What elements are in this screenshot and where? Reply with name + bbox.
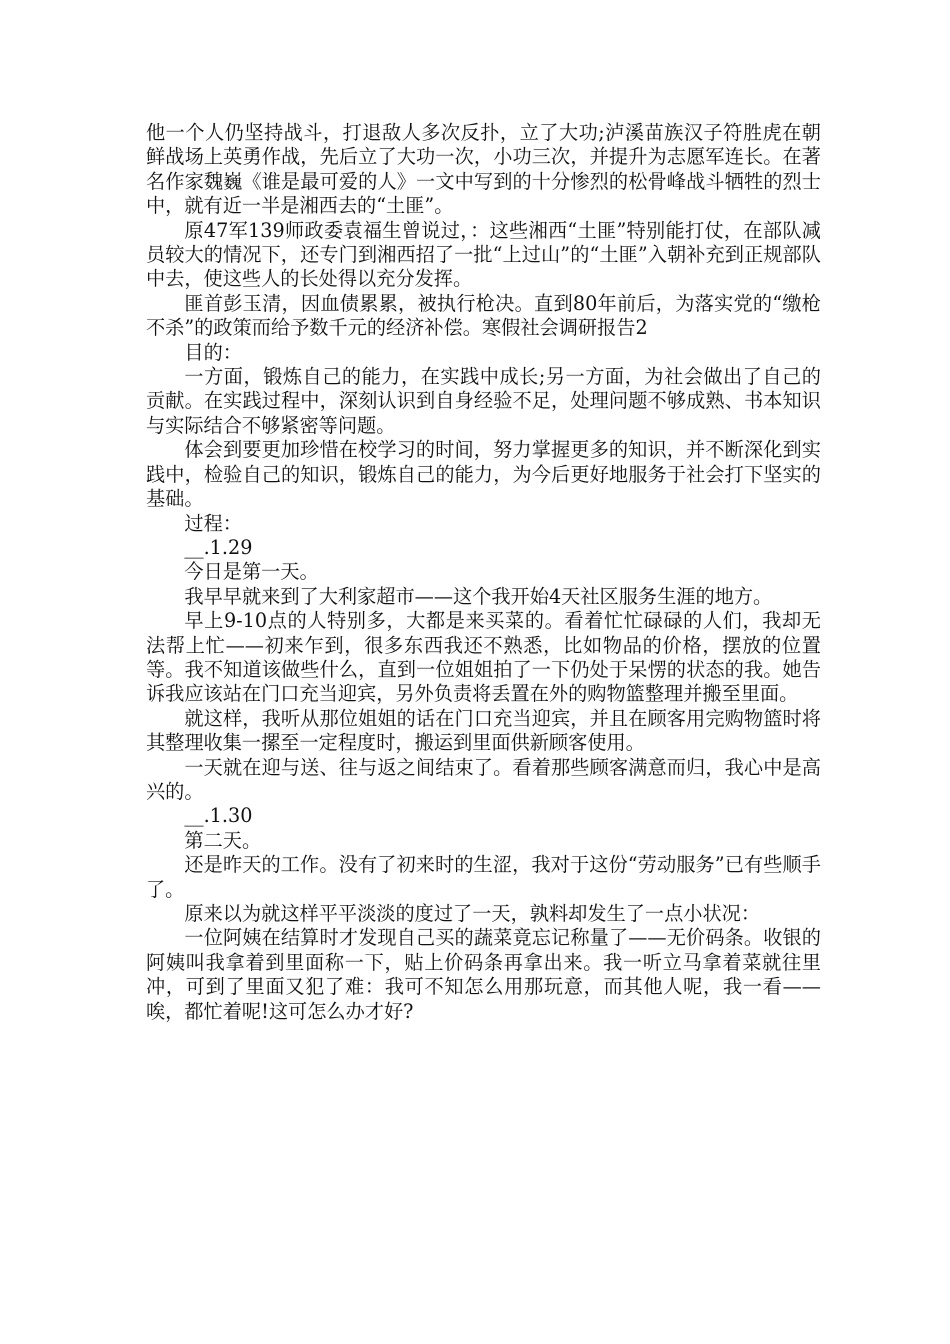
paragraph-18: 一位阿姨在结算时才发现自己买的蔬菜竟忘记称量了——无价码条。收银的阿姨叫我拿着到里面称一下，贴上价码条再拿出来。我一听立马拿着菜就往里冲，可到了里面又犯了难：我可不知怎么用那玩意，而其他人呢，我一看——唉，都忙着呢!这可怎么办才好? [146,926,821,1023]
paragraph-6: 体会到要更加珍惜在校学习的时间，努力掌握更多的知识，并不断深化到实践中，检验自己的知识，锻炼自己的能力，为今后更好地服务于社会打下坚实的基础。 [146,438,821,511]
paragraph-7: 过程： [184,511,242,535]
paragraph-2: 原47军139师政委袁福生曾说过，：这些湘西“土匪”特别能打仗，在部队减员较大的情况下，还专门到湘西招了一批“上过山”的“土匪”入朝补充到正规部队中去，使这些人的长处得以充分发挥。 [146,218,821,291]
document-body [146,121,821,1024]
paragraph-11: 早上9-10点的人特别多，大都是来买菜的。看着忙忙碌碌的人们，我却无法帮上忙——初来乍到，很多东西我还不熟悉，比如物品的价格，摆放的位置等。我不知道该做些什么，直到一位姐姐拍了一下仍处于呆愣的状态的我。她告诉我应该站在门口充当迎宾，另外负责将丢置在外的购物篮整理并搬至里面。 [146,609,821,706]
paragraph-4: 目的： [184,340,242,364]
paragraph-12: 就这样，我听从那位姐姐的话在门口充当迎宾，并且在顾客用完购物篮时将其整理收集一摞至一定程度时，搬运到里面供新顾客使用。 [146,706,821,755]
paragraph-8: __.1.29 [184,535,253,559]
paragraph-1: 他一个人仍坚持战斗，打退敌人多次反扑，立了大功;泸溪苗族汉子符胜虎在朝鲜战场上英勇作战，先后立了大功一次，小功三次，并提升为志愿军连长。在著名作家魏巍《谁是最可爱的人》一文中写到的十分惨烈的松骨峰战斗牺牲的烈士中，就有近一半是湘西去的“土匪”。 [146,121,821,218]
paragraph-5: 一方面，锻炼自己的能力，在实践中成长;另一方面，为社会做出了自己的贡献。在实践过程中，深刻认识到自身经验不足，处理问题不够成熟、书本知识与实际结合不够紧密等问题。 [146,365,821,437]
paragraph-14: __.1.30 [184,804,253,828]
paragraph-17: 原来以为就这样平平淡淡的度过了一天，孰料却发生了一点小状况： [184,902,761,925]
paragraph-3: 匪首彭玉清，因血债累累，被执行枪决。直到80年前后，为落实党的“缴枪不杀”的政策而给予数千元的经济补偿。寒假社会调研报告2 [146,291,821,340]
paragraph-13: 一天就在迎与送、往与返之间结束了。看着那些顾客满意而归，我心中是高兴的。 [146,755,821,803]
paragraph-9: 今日是第一天。 [184,560,319,584]
paragraph-10: 我早早就来到了大利家超市——这个我开始4天社区服务生涯的地方。 [184,584,773,608]
paragraph-15: 第二天。 [184,828,262,852]
paragraph-16: 还是昨天的工作。没有了初来时的生涩，我对于这份“劳动服务”已有些顺手了。 [146,853,821,901]
